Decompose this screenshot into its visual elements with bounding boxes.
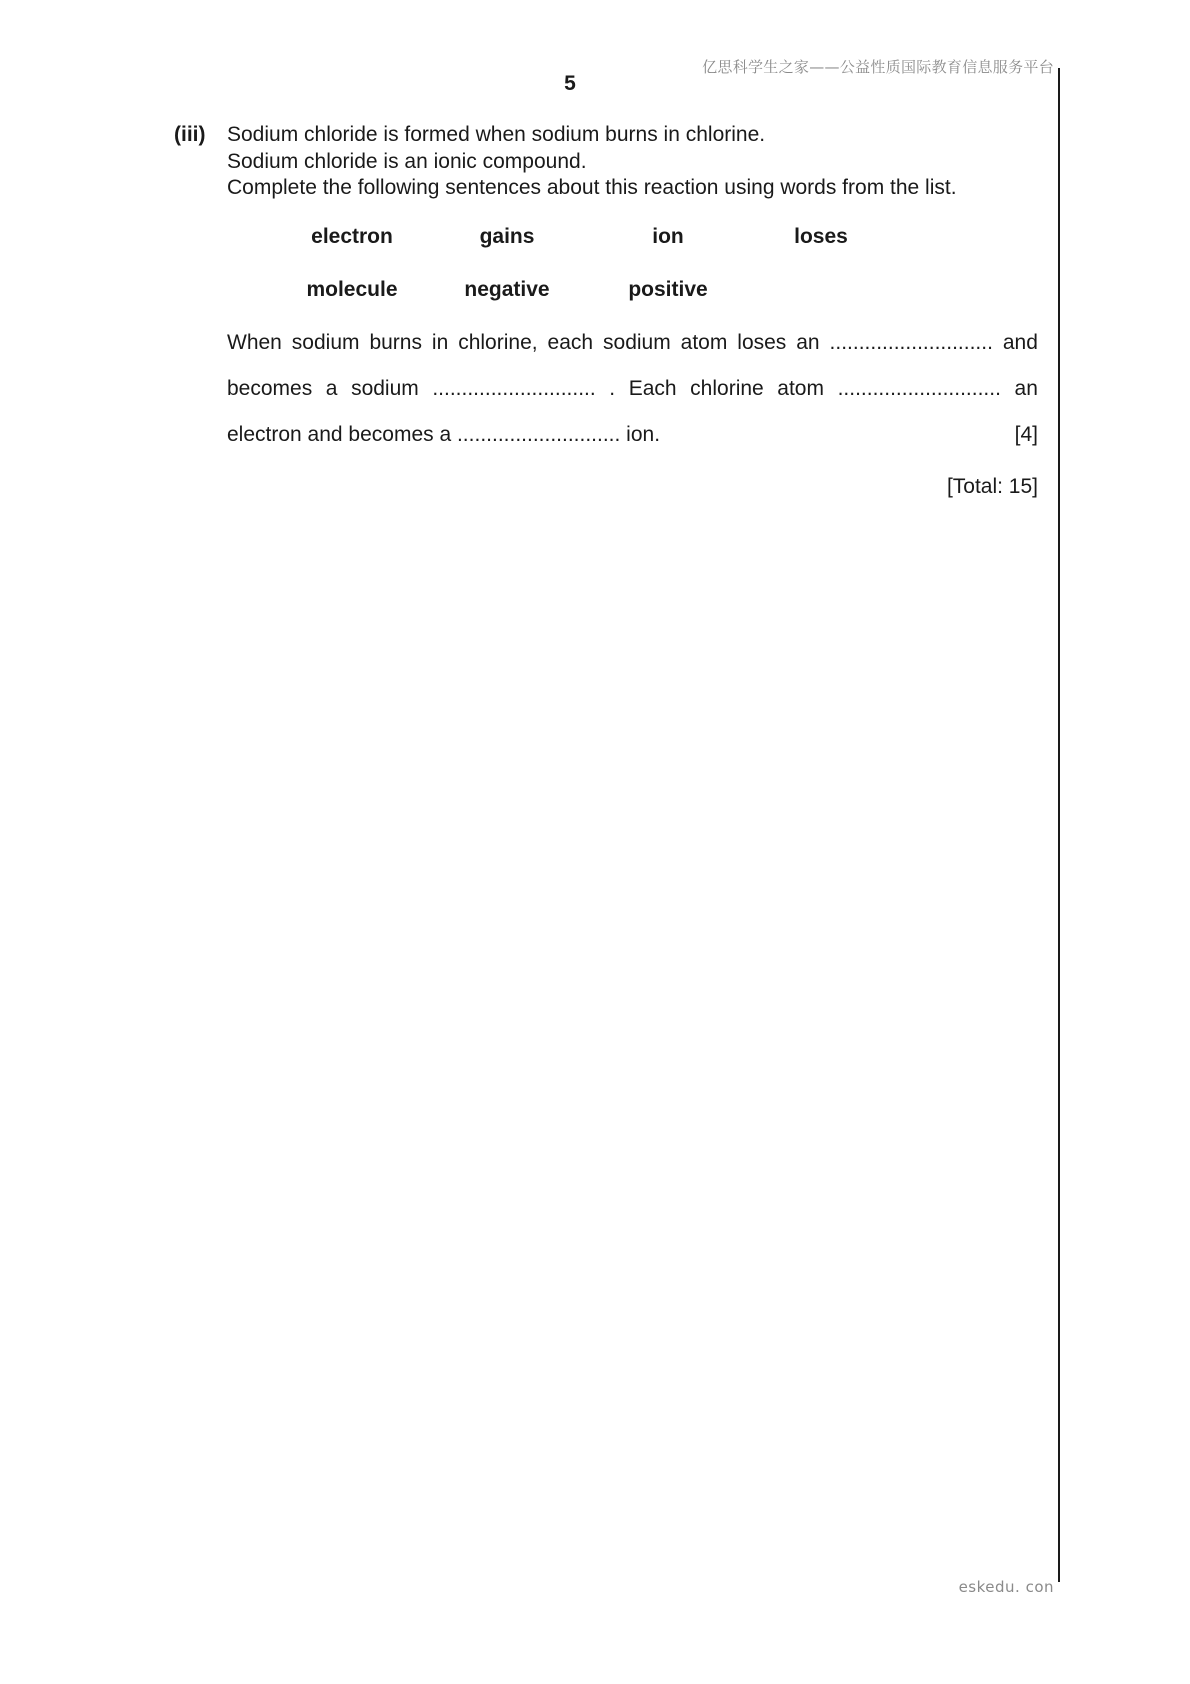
answer-blank[interactable]: ............................: [432, 376, 596, 400]
word-ion: ion: [652, 224, 684, 248]
intro-line: Sodium chloride is an ionic compound.: [227, 149, 587, 173]
word-list: [227, 224, 1038, 324]
word-molecule: molecule: [306, 277, 398, 301]
sentence-line-3: [227, 422, 1038, 468]
word-loses: loses: [794, 224, 848, 248]
word-positive: positive: [628, 277, 708, 301]
word-negative: negative: [464, 277, 550, 301]
sentence-line-2: becomes a sodium ............................ . Each chlorine atom ............................ an: [227, 376, 1038, 422]
sentence-line-1: When sodium burns in chlorine, each sodium atom loses an ............................ and: [227, 330, 1038, 376]
question-label: (iii): [174, 123, 206, 146]
word-gains: gains: [479, 224, 535, 248]
marks-label: [4]: [1014, 422, 1038, 446]
answer-blank[interactable]: ............................: [837, 376, 1001, 400]
watermark-top: 亿思科学生之家——公益性质国际教育信息服务平台: [702, 58, 1054, 76]
page-number: 5: [564, 72, 576, 95]
fill-in-sentences: [227, 330, 1038, 468]
sentence-text: electron and becomes a ............................ ion.: [227, 422, 661, 446]
total-marks: [Total: 15]: [946, 474, 1038, 498]
watermark-bottom: eskedu. con: [958, 1578, 1054, 1596]
intro-line: Sodium chloride is formed when sodium burns in chlorine.: [227, 123, 766, 146]
intro-line: Complete the following sentences about this reaction using words from the list.: [227, 176, 957, 199]
margin-rule: [1058, 68, 1060, 1582]
question-body: [227, 122, 1038, 500]
word-electron: electron: [311, 224, 393, 248]
answer-blank[interactable]: ............................: [829, 330, 993, 354]
question-iii: [174, 122, 1038, 500]
